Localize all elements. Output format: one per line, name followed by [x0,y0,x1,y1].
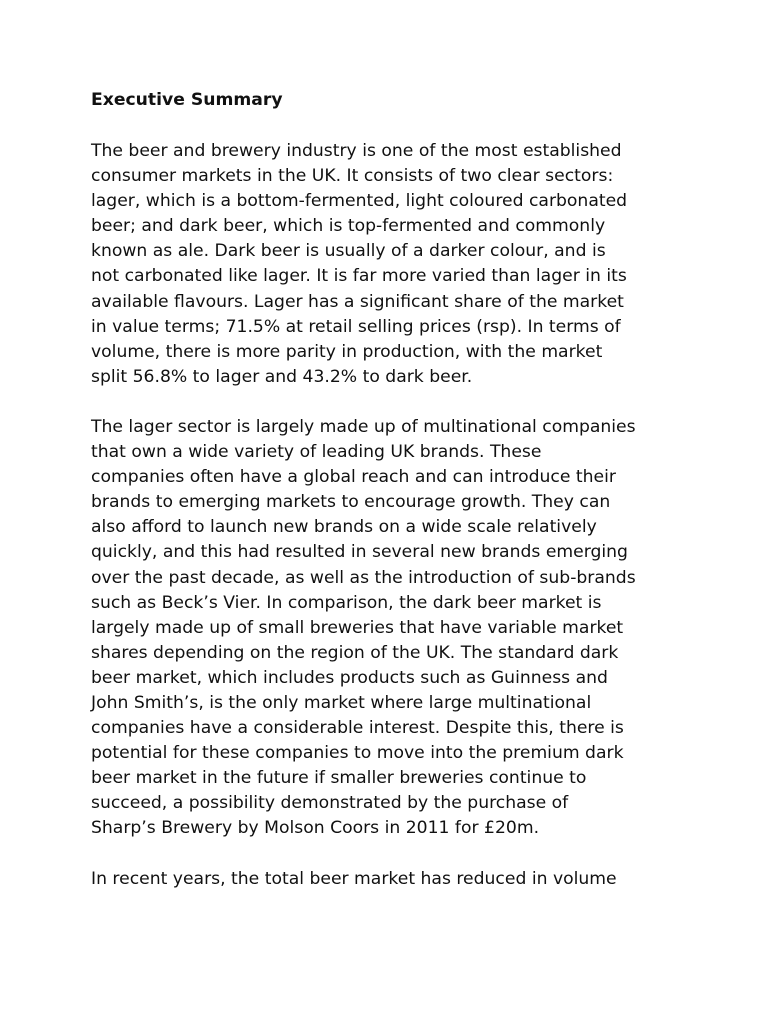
text-line: volume, there is more parity in production, with the market [91,341,603,362]
text-line: beer; and dark beer, which is top-fermented and commonly [91,216,606,237]
paragraph-1 [91,139,711,390]
text-line: known as ale. Dark beer is usually of a darker colour, and is [91,241,606,262]
text-line: potential for these companies to move into the premium dark [91,743,624,764]
text-line: split 56.8% to lager and 43.2% to dark beer. [91,366,473,387]
page-title: Executive Summary [91,90,283,110]
text-line: largely made up of small breweries that have variable market [91,617,624,638]
text-line: The lager sector is largely made up of multinational companies [91,416,636,437]
text-line: available flavours. Lager has a significant share of the market [91,291,624,312]
text-line: in value terms; 71.5% at retail selling prices (rsp). In terms of [91,316,621,337]
text-line: beer market in the future if smaller breweries continue to [91,768,587,789]
text-line: shares depending on the region of the UK. The standard dark [91,642,619,663]
paragraph-2 [91,415,711,842]
text-line: lager, which is a bottom-fermented, light coloured carbonated [91,191,628,212]
text-line: John Smith’s, is the only market where large multinational [91,692,592,713]
text-line: that own a wide variety of leading UK brands. These [91,442,542,463]
text-line: succeed, a possibility demonstrated by the purchase of [91,793,569,814]
text-line: The beer and brewery industry is one of the most established [91,141,622,161]
text-line: beer market, which includes products such as Guinness and [91,667,608,688]
text-line: Sharp’s Brewery by Molson Coors in 2011 for £20m. [91,818,540,839]
text-line: consumer markets in the UK. It consists of two clear sectors: [91,166,614,187]
text-line: companies have a considerable interest. Despite this, there is [91,718,624,739]
text-line: brands to emerging markets to encourage growth. They can [91,492,611,513]
text-line: In recent years, the total beer market has reduced in volume [91,868,617,889]
text-line: also afford to launch new brands on a wide scale relatively [91,517,597,538]
text-line: not carbonated like lager. It is far more varied than lager in its [91,266,627,287]
text-line: quickly, and this had resulted in several new brands emerging [91,542,628,563]
text-line: over the past decade, as well as the introduction of sub-brands [91,567,636,588]
text-line: such as Beck’s Vier. In comparison, the dark beer market is [91,592,602,613]
text-line: companies often have a global reach and can introduce their [91,467,616,488]
paragraph-3 [91,867,711,892]
document-page [91,88,711,917]
